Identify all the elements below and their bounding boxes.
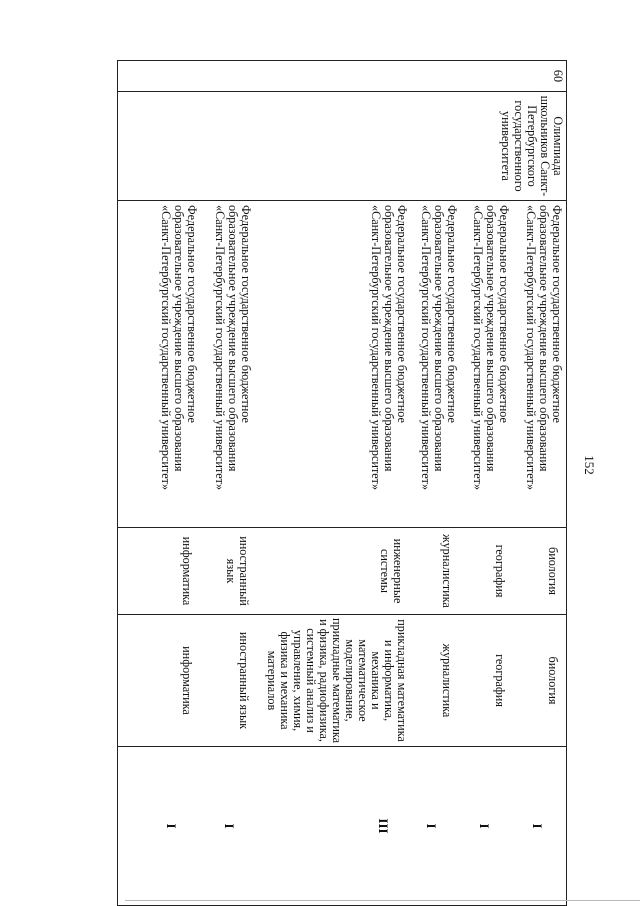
table-row [118,61,567,906]
organizer-entry: Федеральное государственное бюджетное образовательное учреждение высшего образования «Санкт-Петербургский государственный университет» [213,205,253,491]
subject-cell: биология [546,547,560,595]
subject-cell: иностранный язык [224,536,251,606]
subject-cell: инженерные системы [378,538,405,604]
organizer-column [118,201,567,528]
subject-cell: журналистика [440,534,454,608]
subject-cell: география [493,544,507,598]
level-cell: I [424,823,439,829]
rotated-sheet [117,60,597,905]
organizer-entry: Федеральное государственное бюджетное образовательное учреждение высшего образования «Санкт-Петербургский государственный университет» [419,205,459,491]
subject-column [118,528,567,615]
level-cell: I [477,823,492,829]
page-number: 152 [582,455,597,475]
subject-cell: информатика [180,536,194,606]
profile-cell: иностранный язык [237,631,251,730]
profile-cell: география [493,654,507,707]
organizer-entry: Федеральное государственное бюджетное образовательное учреждение высшего образования «Санкт-Петербургский государственный университет» [524,205,564,491]
profile-cell: журналистика [440,643,454,718]
organizer-entry: Федеральное государственное бюджетное образовательное учреждение высшего образования «Санкт-Петербургский государственный университет» [369,205,409,491]
scan-edge-line [125,900,640,901]
organizer-entry: Федеральное государственное бюджетное образовательное учреждение высшего образования «Санкт-Петербургский государственный университет» [471,205,511,491]
olympiad-name: Олимпиада школьников Санкт-Петербургского государственного университета [118,92,567,201]
level-cell: I [222,823,237,829]
profile-cell: биология [546,656,560,705]
organizer-entry: Федеральное государственное бюджетное образовательное учреждение высшего образования «Санкт-Петербургский государственный университет» [159,205,199,491]
row-number: 60 [118,61,567,92]
profile-cell: информатика [180,646,194,715]
profile-column [118,615,567,747]
level-cell: III [376,818,391,834]
level-cell: I [530,823,545,829]
level-column [118,747,567,906]
level-cell: I [164,823,179,829]
profile-cell: прикладная математика и информатика, механика и математическое моделирование, прикладные математика и физика, радиофизика, системный анализ и управление, химия, физика и механика материалов [265,617,409,744]
olympiad-table [117,60,567,906]
